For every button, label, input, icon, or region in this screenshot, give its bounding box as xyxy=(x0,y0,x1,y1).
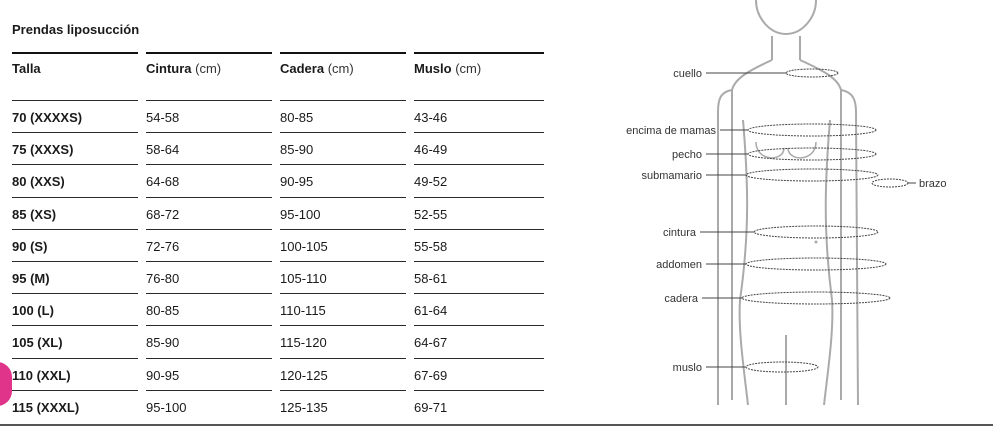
table-cell-thigh: 67-69 xyxy=(414,368,448,383)
row-rule xyxy=(280,325,406,326)
table-cell-hip: 85-90 xyxy=(280,142,314,157)
table-cell-waist: 95-100 xyxy=(146,400,187,415)
row-rule xyxy=(146,293,272,294)
table-cell-thigh: 55-58 xyxy=(414,239,448,254)
table-cell-size: 95 (M) xyxy=(12,271,50,286)
head-outline xyxy=(756,0,816,34)
table-cell-thigh: 52-55 xyxy=(414,207,448,222)
table-cell-size: 100 (L) xyxy=(12,303,54,318)
table-cell-waist: 58-64 xyxy=(146,142,180,157)
table-cell-thigh: 61-64 xyxy=(414,303,448,318)
abdomen-measure xyxy=(746,258,886,270)
table-cell-thigh: 64-67 xyxy=(414,335,448,350)
bottom-border xyxy=(0,424,993,426)
table-cell-hip: 100-105 xyxy=(280,239,328,254)
row-rule xyxy=(12,132,138,133)
row-rule xyxy=(146,132,272,133)
neck-outline xyxy=(772,36,800,60)
row-rule xyxy=(280,358,406,359)
table-cell-waist: 76-80 xyxy=(146,271,180,286)
table-cell-hip: 125-135 xyxy=(280,400,328,415)
header-muslo: Muslo (cm) xyxy=(414,61,482,76)
table-cell-size: 110 (XXL) xyxy=(12,368,71,383)
row-rule xyxy=(12,164,138,165)
row-rule xyxy=(146,229,272,230)
row-rule xyxy=(12,261,138,262)
header-cintura: Cintura (cm) xyxy=(146,61,222,76)
table-cell-hip: 110-115 xyxy=(280,303,326,318)
header-top-rule xyxy=(414,52,544,54)
table-cell-thigh: 58-61 xyxy=(414,271,448,286)
label-hip: cadera xyxy=(664,293,698,305)
table-cell-waist: 68-72 xyxy=(146,207,180,222)
row-rule xyxy=(280,261,406,262)
waist-measure xyxy=(754,226,878,238)
table-cell-waist: 90-95 xyxy=(146,368,180,383)
table-cell-size: 90 (S) xyxy=(12,239,48,254)
row-rule xyxy=(414,229,544,230)
label-waist: cintura xyxy=(662,227,696,239)
thigh-measure xyxy=(746,362,818,372)
header-top-rule xyxy=(280,52,406,54)
table-cell-hip: 80-85 xyxy=(280,110,314,125)
label-thigh: muslo xyxy=(672,362,702,374)
row-rule xyxy=(12,390,138,391)
arm-measure xyxy=(872,179,908,187)
hip-measure xyxy=(742,292,890,304)
row-rule xyxy=(414,358,544,359)
table-cell-waist: 72-76 xyxy=(146,239,180,254)
right-arm-outline xyxy=(841,90,858,405)
row-rule xyxy=(414,197,544,198)
row-rule xyxy=(280,293,406,294)
table-cell-size: 80 (XXS) xyxy=(12,174,65,189)
row-rule xyxy=(280,100,406,101)
table-cell-hip: 105-110 xyxy=(280,271,327,286)
row-rule xyxy=(146,261,272,262)
table-cell-hip: 120-125 xyxy=(280,368,328,383)
row-rule xyxy=(414,100,544,101)
table-cell-waist: 85-90 xyxy=(146,335,180,350)
label-abdomen: addomen xyxy=(656,259,702,271)
row-rule xyxy=(12,100,138,101)
row-rule xyxy=(146,100,272,101)
row-rule xyxy=(414,293,544,294)
row-rule xyxy=(414,390,544,391)
table-cell-waist: 64-68 xyxy=(146,174,180,189)
table-cell-size: 115 (XXXL) xyxy=(12,400,80,415)
table-cell-size: 75 (XXXS) xyxy=(12,142,74,157)
table-cell-hip: 95-100 xyxy=(280,207,321,222)
page-title: Prendas liposucción xyxy=(12,22,140,37)
table-cell-thigh: 49-52 xyxy=(414,174,448,189)
label-above-bust: encima de mamas xyxy=(626,125,716,137)
row-rule xyxy=(414,261,544,262)
row-rule xyxy=(280,132,406,133)
row-rule xyxy=(146,358,272,359)
body-measurement-diagram xyxy=(560,0,993,430)
table-cell-waist: 80-85 xyxy=(146,303,180,318)
row-rule xyxy=(146,390,272,391)
table-cell-hip: 90-95 xyxy=(280,174,314,189)
left-arm-outline xyxy=(718,90,732,405)
row-rule xyxy=(146,197,272,198)
table-cell-size: 85 (XS) xyxy=(12,207,57,222)
row-rule xyxy=(12,325,138,326)
row-rule xyxy=(280,229,406,230)
row-rule xyxy=(12,358,138,359)
label-arm: brazo xyxy=(919,178,947,190)
underbust-measure xyxy=(746,169,878,181)
label-neck: cuello xyxy=(673,68,702,80)
header-top-rule xyxy=(12,52,138,54)
label-underbust: submamario xyxy=(641,170,702,182)
header-cadera: Cadera (cm) xyxy=(280,61,354,76)
row-rule xyxy=(12,197,138,198)
table-cell-thigh: 46-49 xyxy=(414,142,448,157)
row-rule xyxy=(414,325,544,326)
table-cell-size: 105 (XL) xyxy=(12,335,63,350)
row-rule xyxy=(414,132,544,133)
table-cell-thigh: 69-71 xyxy=(414,400,448,415)
label-bust: pecho xyxy=(672,149,702,161)
table-cell-hip: 115-120 xyxy=(280,335,327,350)
row-rule xyxy=(146,164,272,165)
header-talla: Talla xyxy=(12,61,41,76)
row-rule xyxy=(280,390,406,391)
header-top-rule xyxy=(146,52,272,54)
row-rule xyxy=(12,229,138,230)
table-cell-waist: 54-58 xyxy=(146,110,180,125)
row-rule xyxy=(12,293,138,294)
row-rule xyxy=(146,325,272,326)
row-rule xyxy=(280,164,406,165)
row-rule xyxy=(280,197,406,198)
table-cell-thigh: 43-46 xyxy=(414,110,448,125)
row-rule xyxy=(414,164,544,165)
table-cell-size: 70 (XXXXS) xyxy=(12,110,83,125)
navel xyxy=(815,241,818,244)
